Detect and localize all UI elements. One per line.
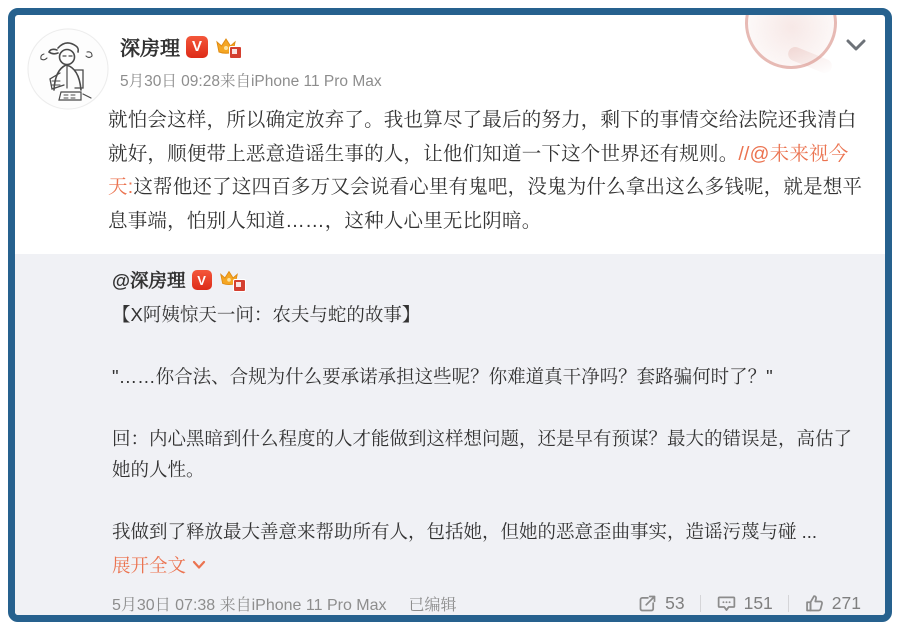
expand-full-text-label: 展开全文 bbox=[112, 555, 187, 576]
repost-count: 53 bbox=[665, 593, 685, 613]
action-divider bbox=[788, 595, 789, 612]
author-name[interactable]: 深房理 bbox=[120, 38, 180, 60]
post-text-after-mention: 这帮他还了这四百多万又会说看心里有鬼吧，没鬼为什么拿出这么多钱呢，就是想平息事端，怕别人知道……，这种人心里无比阴暗。 bbox=[108, 176, 863, 232]
quoted-paragraph-3: 我做到了释放最大善意来帮助所有人，包括她，但她的恶意歪曲事实，造谣污蔑与碰 ... bbox=[112, 521, 818, 542]
edited-label: 已编辑 bbox=[408, 597, 457, 614]
verified-badge-icon: V bbox=[186, 36, 208, 58]
post-body-text bbox=[15, 102, 885, 238]
action-bar bbox=[637, 593, 861, 614]
mention-link[interactable]: //@未来视今天: bbox=[108, 142, 849, 198]
quoted-crown-sub-badge bbox=[233, 279, 246, 292]
repost-icon bbox=[637, 593, 658, 614]
post-header bbox=[15, 15, 885, 102]
membership-crown-icon bbox=[214, 35, 240, 59]
post-timestamp[interactable]: 5月30日 09:28来自iPhone 11 Pro Max bbox=[120, 73, 382, 90]
quoted-timestamp[interactable]: 5月30日 07:38 来自iPhone 11 Pro Max bbox=[112, 597, 387, 614]
quoted-post[interactable] bbox=[15, 254, 885, 622]
thumbs-up-icon bbox=[804, 593, 825, 614]
chevron-down-icon bbox=[192, 560, 206, 570]
quoted-headline: 【X阿姨惊天一问：农夫与蛇的故事】 bbox=[112, 304, 421, 325]
quoted-author-name[interactable]: @深房理 bbox=[112, 270, 186, 291]
comment-icon bbox=[716, 593, 737, 614]
avatar[interactable] bbox=[27, 28, 109, 110]
like-button[interactable] bbox=[804, 593, 861, 614]
weibo-post-card bbox=[8, 8, 892, 622]
quoted-verified-badge-icon: V bbox=[192, 270, 212, 290]
action-divider bbox=[700, 595, 701, 612]
like-count: 271 bbox=[831, 593, 861, 613]
quoted-paragraph-1: "……你合法、合规为什么要承诺承担这些呢？你难道真干净吗？套路骗何时了？" bbox=[112, 366, 773, 387]
repost-button[interactable] bbox=[637, 593, 684, 614]
quoted-paragraph-2: 回：内心黑暗到什么程度的人才能做到这样想问题，还是早有预谋？最大的错误是，高估了她的人性。 bbox=[112, 428, 853, 480]
comment-button[interactable] bbox=[716, 593, 773, 614]
expand-full-text-link[interactable] bbox=[112, 552, 206, 578]
comment-count: 151 bbox=[743, 593, 773, 613]
quoted-membership-crown-icon bbox=[218, 268, 244, 292]
post-text-main: 就怕会这样，所以确定放弃了。我也算尽了最后的努力，剩下的事情交给法院还我清白就好，顺便带上恶意造谣生事的人，让他们知道一下这个世界还有规则。 bbox=[108, 109, 857, 165]
crown-sub-badge bbox=[229, 46, 242, 59]
